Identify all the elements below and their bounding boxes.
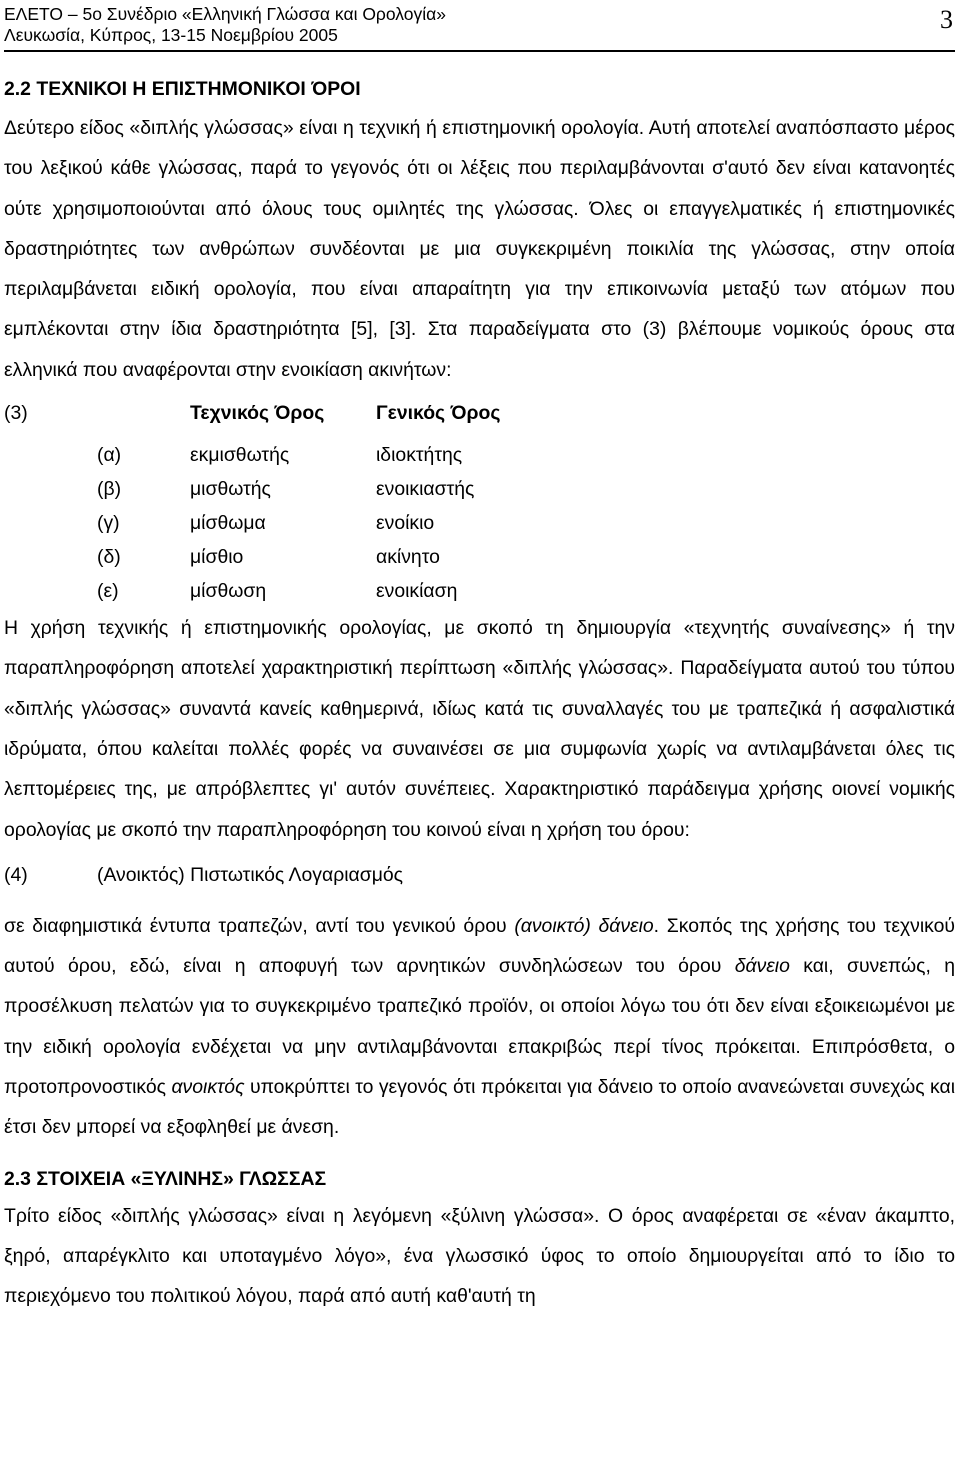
technical-term: μίσθωμα: [190, 512, 266, 535]
conference-location-dates: Λευκωσία, Κύπρος, 13-15 Νοεμβρίου 2005: [4, 25, 338, 45]
example-number: (3): [4, 402, 28, 425]
example-row: [4, 506, 955, 540]
paragraph-after-example-4: [4, 906, 955, 1148]
paragraph-2-3: Τρίτο είδος «διπλής γλώσσας» είναι η λεγόμενη «ξύλινη γλώσσα». Ο όρος αναφέρεται σε «έναν άκαμπτο, ξηρό, απαρέγκλιτο και υποταγμένο λόγο», ένα γλωσσικό ύφος το οποίο δημιουργείται από το ίδιο το περιεχόμενο του πολιτικού λόγου, παρά από αυτή καθ'αυτή τη: [4, 1204, 955, 1308]
row-letter: (ε): [97, 580, 119, 603]
text-run: σε διαφημιστικά έντυπα τραπεζών, αντί του γενικού όρου: [4, 914, 507, 937]
general-term: ακίνητο: [376, 546, 440, 569]
technical-term: εκμισθωτής: [190, 444, 290, 467]
example-row: [4, 438, 955, 472]
paragraph-after-example-3: Η χρήση τεχνικής ή επιστημονικής ορολογίας, με σκοπό τη δημιουργία «τεχνητής συναίνεσης» ή την παραπληροφόρηση αποτελεί χαρακτηριστική περίπτωση «διπλής γλώσσας». Παραδείγματα αυτού του τύπου «διπλής γλώσσας» συναντά κανείς καθημερινά, ιδίως κατά τις συναλλαγές του με τραπεζικά ή ασφαλιστικά ιδρύματα, όπου καλείται πολλές φορές να συναινέσει σε μια συμφωνία χωρίς να αντιλαμβάνεται όλες τις λεπτομέρειες της, με απρόβλεπτες γι' αυτόν συνέπειες. Χαρακτηριστικό παράδειγμα χρήσης οιονεί νομικής ορολογίας με σκοπό την παραπληροφόρηση του κοινού είναι η χρήση του όρου:: [4, 617, 955, 841]
example-row: [4, 472, 955, 506]
section-heading-2-3: 2.3 ΣΤΟΙΧΕΙΑ «ΞΥΛΙΝΗΣ» ΓΛΩΣΣΑΣ: [4, 1167, 327, 1190]
conference-title: ΕΛΕΤΟ – 5ο Συνέδριο «Ελληνική Γλώσσα και Ορολογία»: [4, 4, 446, 24]
page-body: [4, 76, 955, 1317]
italic-term: ανοικτός: [171, 1076, 245, 1099]
text-run: υποκρύπτει το γεγονός ότι πρόκειται για δάνειο το οποίο ανανεώνεται συνεχώς και έτσι δεν μπορεί να εξοφληθεί με άνεση.: [4, 1076, 956, 1139]
page-number: 3: [940, 5, 953, 34]
general-term: ενοικίαση: [376, 580, 458, 603]
example-3-rows: [4, 438, 955, 608]
text-run: και, συνεπώς, η προσέλκυση πελατών για το συγκεκριμένο τραπεζικό προϊόν, οι οποίοι λόγω του ότι δεν είναι εξοικειωμένοι με την ειδική ορολογία ενδέχεται να μην αντιλαμβάνονται επακριβώς περί τίνος πρόκειται. Επιπρόσθετα, ο προτοπρονοστικός: [4, 955, 956, 1099]
row-letter: (α): [97, 444, 122, 467]
text-run: . Σκοπός της χρήσης του τεχνικού αυτού όρου, εδώ, είναι η αποφυγή των αρνητικών συνδηλώσεων του όρου: [4, 914, 955, 978]
example-number: (4): [4, 863, 28, 886]
running-header: [4, 4, 956, 48]
technical-term: μισθωτής: [190, 478, 271, 501]
paragraph-2-2: Δεύτερο είδος «διπλής γλώσσας» είναι η τεχνική ή επιστημονική ορολογία. Αυτή αποτελεί αναπόσπαστο μέρος του λεξικού κάθε γλώσσας, παρά το γεγονός ότι οι λέξεις που περιλαμβάνονται σ'αυτό δεν είναι κατανοητές ούτε χρησιμοποιούνται από όλους τους ομιλητές της γλώσσας. Όλες οι επαγγελματικές ή επιστημονικές δραστηριότητες των ανθρώπων συνδέονται με μια συγκεκριμένη ποικιλία της γλώσσας, στην οποία περιλαμβάνεται ειδική ορολογία, που είναι απαραίτητη για την επικοινωνία μεταξύ των ατόμων που εμπλέκονται στην ίδια δραστηριότητα [5], [3]. Στα παραδείγματα στο (3) βλέπουμε νομικούς όρους στα ελληνικά που αναφέρονται στην ενοικίαση ακινήτων:: [4, 117, 955, 381]
italic-term: δάνειο: [734, 955, 790, 978]
header-rule: [4, 50, 955, 52]
row-letter: (β): [97, 478, 122, 501]
example-row: [4, 574, 955, 608]
col-header-general: Γενικός Όρος: [376, 402, 501, 425]
general-term: ενοίκιο: [376, 512, 435, 535]
general-term: ιδιοκτήτης: [376, 444, 463, 467]
row-letter: (δ): [97, 546, 121, 569]
technical-term: μίσθωση: [190, 580, 267, 603]
italic-term: (ανοικτό) δάνειο: [514, 914, 654, 937]
example-4: [4, 862, 955, 888]
general-term: ενοικιαστής: [376, 478, 475, 501]
row-letter: (γ): [97, 512, 120, 535]
technical-term: μίσθιο: [190, 546, 244, 569]
example-3-header: [4, 400, 955, 426]
col-header-technical: Τεχνικός Όρος: [190, 402, 325, 425]
example-row: [4, 540, 955, 574]
section-heading-2-2: 2.2 ΤΕΧΝΙΚΟΙ Η ΕΠΙΣΤΗΜΟΝΙΚΟΙ ΌΡΟΙ: [4, 78, 361, 100]
example-4-term: (Ανοικτός) Πιστωτικός Λογαριασμός: [97, 863, 404, 886]
